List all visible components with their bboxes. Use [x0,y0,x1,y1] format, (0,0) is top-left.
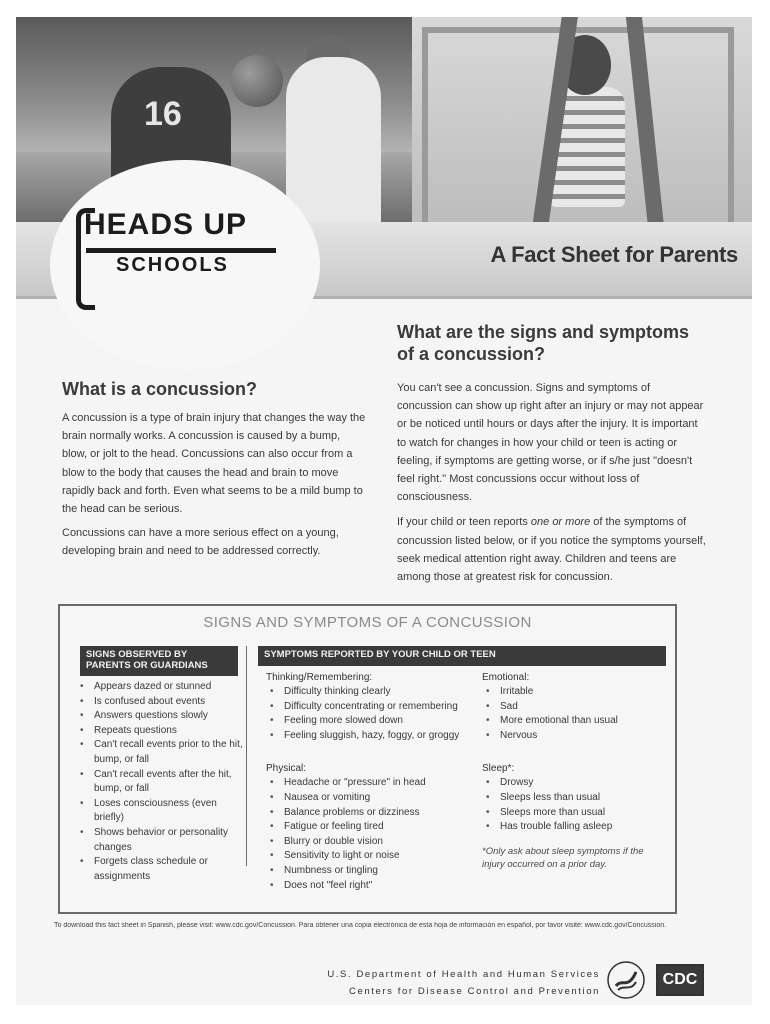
list-item: • Difficulty concentrating or remembering [266,700,476,715]
emotional-list [482,685,662,743]
list-item: • Difficulty thinking clearly [266,685,476,700]
list-item: • Sad [482,700,662,715]
hhs-seal-icon [606,960,646,1000]
list-item: • Forgets class schedule or assignments [76,855,244,884]
page-subtitle: A Fact Sheet for Parents [490,242,738,267]
list-item: • Is confused about events [76,695,244,710]
paragraph: A concussion is a type of brain injury that changes the way the brain normally works. A concussion is caused by a bump, blow, or jolt to the head. Concussions can also occur from a blow to the body that causes the head and brain to move rapidly back and forth. Even what seems to be a mild bump to the head can be serious. [62,412,366,516]
list-item: • Balance problems or dizziness [266,806,476,821]
list-item: • Irritable [482,685,662,700]
logo-title: HEADS UP [84,208,248,241]
observed-signs-list [76,680,244,884]
agency-line: U.S. Department of Health and Human Services [327,969,600,980]
text-run: If your child or teen reports [397,516,531,529]
physical-list [266,776,476,893]
list-item: • More emotional than usual [482,714,662,729]
paragraph [397,513,707,586]
list-item: • Blurry or double vision [266,835,476,850]
section-heading [397,321,707,365]
list-item: • Loses consciousness (even briefly) [76,797,244,826]
player-in-white-jersey [286,57,381,222]
agency-name [300,966,600,1000]
logo-subtitle: SCHOOLS [116,254,229,276]
list-item: • Answers questions slowly [76,709,244,724]
list-item: • Headache or "pressure" in head [266,776,476,791]
list-item: • Sensitivity to light or noise [266,849,476,864]
basketball-icon [231,55,283,107]
list-item: • Sleeps less than usual [482,791,662,806]
box-title: SIGNS AND SYMPTOMS OF A CONCUSSION [203,614,532,631]
emphasis: one or more [530,516,591,529]
heading-line: What are the signs and symptoms [397,322,690,342]
column-divider [246,646,247,866]
what-is-concussion-section [62,378,368,561]
agency-line: Centers for Disease Control and Prevention [349,986,600,997]
jersey-number: 16 [144,95,182,133]
reported-symptoms-header: SYMPTOMS REPORTED BY YOUR CHILD OR TEEN [258,646,666,666]
cdc-logo: CDC [656,964,704,996]
text-run: of the symptoms of concussion listed below, or if you notice the symptoms yourself, seek medical attention right away. Children and teens are among those at greatest risk for concussion. [397,516,706,584]
physical-title: Physical: [266,763,307,775]
symptoms-column-right [482,670,662,871]
emotional-title: Emotional: [482,672,530,683]
list-item: • Does not "feel right" [266,879,476,894]
list-item: • Appears dazed or stunned [76,680,244,695]
symptoms-column-left [266,670,476,893]
signs-symptoms-section [397,321,707,586]
sleep-list [482,776,662,834]
list-item: • Drowsy [482,776,662,791]
list-item: • Shows behavior or personality changes [76,826,244,855]
list-item: • Has trouble falling asleep [482,820,662,835]
section-heading: What is a concussion? [62,379,258,399]
thinking-list [266,685,476,743]
list-item: • Can't recall events prior to the hit, bump, or fall [76,738,244,767]
paragraph: You can't see a concussion. Signs and symptoms of concussion can show up right after an injury or may not appear or be noticed until hours or days after the injury. It is important to watch for changes in how your child or teen is acting or feeling, if symptoms are getting worse, or if s/he just "doesn't feel right." Most concussions occur without loss of consciousness. [397,382,704,504]
sleep-footnote: *Only ask about sleep symptoms if the injury occurred on a prior day. [482,845,644,870]
heading-line: of a concussion? [397,344,546,364]
playground-photo [412,17,752,222]
list-item: • Numbness or tingling [266,864,476,879]
thinking-title: Thinking/Remembering: [266,672,373,683]
logo-rule [86,248,276,253]
list-item: • Sleeps more than usual [482,806,662,821]
sleep-title: Sleep*: [482,763,515,775]
observed-signs-header: SIGNS OBSERVED BY PARENTS OR GUARDIANS [80,646,238,676]
signs-and-symptoms-box [58,604,677,914]
list-item: • Repeats questions [76,724,244,739]
list-item: • Feeling more slowed down [266,714,476,729]
paragraph: Concussions can have a more serious effect on a young, developing brain and need to be addressed correctly. [62,527,339,558]
heads-up-logo [76,208,286,308]
list-item: • Feeling sluggish, hazy, foggy, or groggy [266,729,476,744]
list-item: • Fatigue or feeling tired [266,820,476,835]
list-item: • Can't recall events after the hit, bump, or fall [76,768,244,797]
download-notice: To download this fact sheet in Spanish, please visit: www.cdc.gov/Concussion. Para obtener una copia electrónica de esta hoja de información en español, por favor visite: www.cdc.gov/Concussion. [54,922,667,929]
list-item: • Nervous [482,729,662,744]
list-item: • Nausea or vomiting [266,791,476,806]
